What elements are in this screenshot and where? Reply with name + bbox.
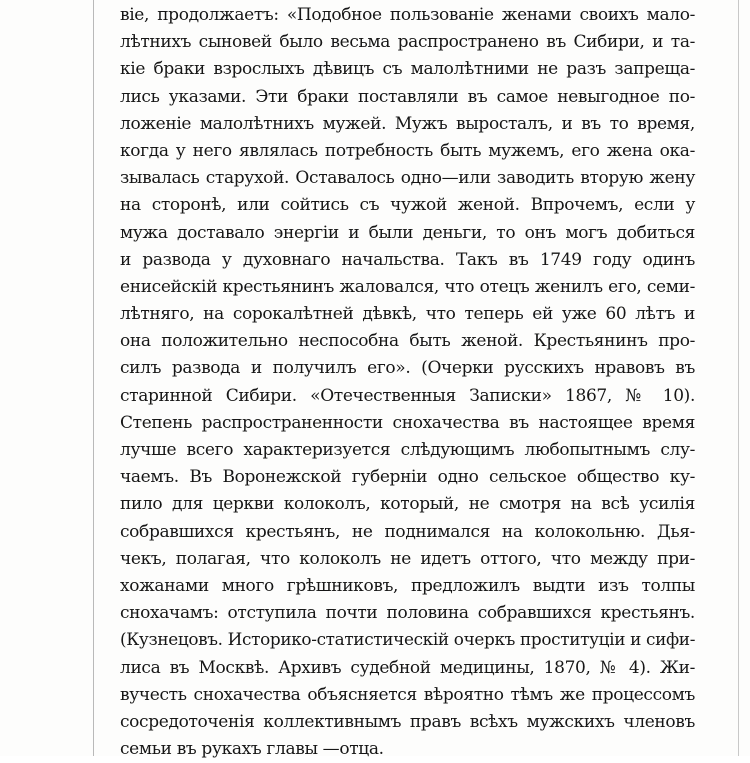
text-line: енисейскій крестьянинъ жаловался, что отецъ женилъ его, семи- bbox=[120, 276, 695, 297]
text-line: старинной Сибири. «Отечественныя Записки» 1867, № 10). bbox=[120, 385, 695, 406]
text-line: она положительно неспособна быть женой. Крестьянинъ про- bbox=[120, 331, 695, 352]
text-line: зывалась старухой. Оставалось одно—или заводить вторую жену bbox=[120, 168, 695, 189]
text-line: хожанами много грѣшниковъ, предложилъ выдти изъ толпы bbox=[120, 575, 695, 596]
page-right-edge-line bbox=[738, 0, 739, 756]
text-line: снохачамъ: отступила почти половина собравшихся крестьянъ. bbox=[120, 603, 695, 624]
text-line: силъ развода и получилъ его». (Очерки русскихъ нравовъ въ bbox=[120, 358, 695, 379]
text-line: лѣтнихъ сыновей было весьма распространено въ Сибири, и та- bbox=[120, 32, 695, 53]
text-line: (Кузнецовъ. Историко-статистическій очеркъ проституціи и сифи- bbox=[120, 630, 696, 651]
text-line: мужа доставало энергіи и были деньги, то онъ могъ добиться bbox=[120, 222, 695, 243]
text-line: чекъ, полагая, что колоколъ не идетъ оттого, что между при- bbox=[120, 548, 695, 569]
text-line: кіе браки взрослыхъ дѣвицъ съ малолѣтними не разъ запреща- bbox=[120, 59, 695, 80]
text-line: когда у него являлась потребность быть мужемъ, его жена ока- bbox=[120, 140, 695, 161]
text-line: Степень распространенности снохачества въ настоящее время bbox=[120, 412, 695, 433]
text-line: лѣтняго, на сорокалѣтней дѣвкѣ, что теперь ей уже 60 лѣтъ и bbox=[120, 304, 695, 325]
text-line: лучше всего характеризуется слѣдующимъ любопытнымъ слу- bbox=[120, 440, 695, 460]
text-line: на сторонѣ, или сойтись съ чужой женой. Впрочемъ, если у bbox=[120, 195, 695, 216]
text-line: вучесть снохачества объясняется вѣроятно тѣмъ же процессомъ bbox=[120, 684, 695, 705]
text-line: чаемъ. Въ Воронежской губерніи одно сельское общество ку- bbox=[120, 467, 695, 488]
text-line: віе, продолжаетъ: «Подобное пользованіе женами своихъ мало- bbox=[120, 5, 695, 25]
page-left-edge-line bbox=[93, 0, 94, 756]
text-line: и развода у духовнаго начальства. Такъ въ 1749 году одинъ bbox=[120, 249, 695, 270]
text-line: семьи въ рукахъ главы —отца. bbox=[120, 739, 384, 760]
text-line: пило для церкви колоколъ, который, не смотря на всѣ усилія bbox=[120, 494, 695, 515]
text-line: собравшихся крестьянъ, не поднимался на колокольню. Дья- bbox=[120, 521, 695, 542]
text-line: сосредоточенія коллективнымъ правъ всѣхъ мужскихъ членовъ bbox=[120, 711, 695, 732]
text-line: ложеніе малолѣтнихъ мужей. Мужъ выросталъ, и въ то время, bbox=[120, 113, 695, 134]
text-line: лись указами. Эти браки поставляли въ самое невыгодное по- bbox=[120, 86, 695, 107]
text-line: лиса въ Москвѣ. Архивъ судебной медицины, 1870, № 4). Жи- bbox=[120, 657, 695, 678]
body-text bbox=[120, 2, 695, 763]
